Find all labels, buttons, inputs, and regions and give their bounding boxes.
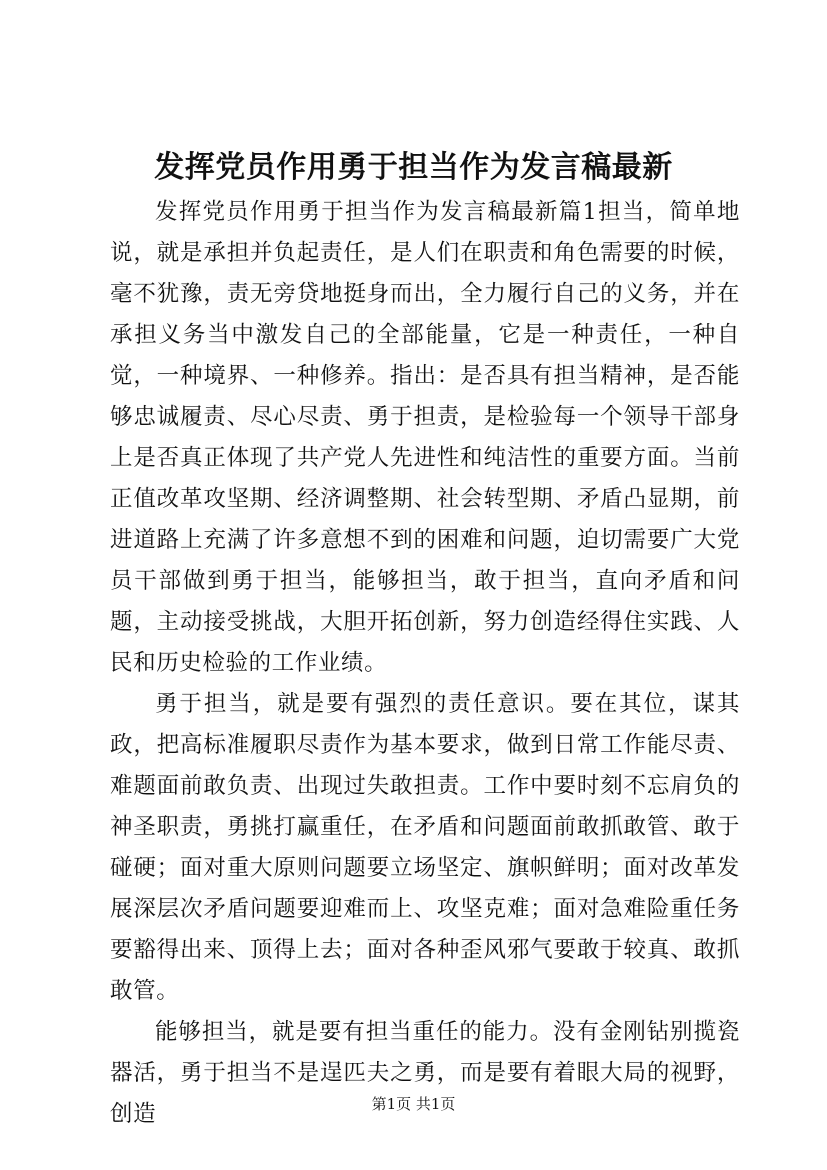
paragraph-2: 勇于担当，就是要有强烈的责任意识。要在其位，谋其政，把高标准履职尽责作为基本要求，做到日常工作能尽责、难题面前敢负责、出现过失敢担责。工作中要时刻不忘肩负的神圣职责，勇挑打赢重任，在矛盾和问题面前敢抓敢管、敢于碰硬；面对重大原则问题要立场坚定、旗帜鲜明；面对改革发展深层次矛盾问题要迎难而上、攻坚克难；面对急难险重任务要豁得出来、顶得上去；面对各种歪风邪气要敢于较真、敢抓敢管。: [110, 691, 740, 1004]
paragraph-1: 发挥党员作用勇于担当作为发言稿最新篇1担当，简单地说，就是承担并负起责任，是人们在职责和角色需要的时候，毫不犹豫，责无旁贷地挺身而出，全力履行自己的义务，并在承担义务当中激发自己的全部能量，它是一种责任，一种自觉，一种境界、一种修养。指出：是否具有担当精神，是否能够忠诚履责、尽心尽责、勇于担责，是检验每一个领导干部身上是否真正体现了共产党人先进性和纯洁性的重要方面。当前正值改革攻坚期、经济调整期、社会转型期、矛盾凸显期，前进道路上充满了许多意想不到的困难和问题，迫切需要广大党员干部做到勇于担当，能够担当，敢于担当，直向矛盾和问题，主动接受挑战，大胆开拓创新，努力创造经得住实践、人民和历史检验的工作业绩。: [110, 199, 740, 676]
page-footer: 第1页 共1页: [371, 1095, 456, 1113]
document-body: [110, 192, 740, 1135]
paragraph-3: 能够担当，就是要有担当重任的能力。没有金刚钻别揽瓷器活，勇于担当不是逞匹夫之勇，而是要有着眼大局的视野，创造: [110, 1019, 740, 1127]
document-title: 发挥党员作用勇于担当作为发言稿最新: [154, 150, 673, 185]
